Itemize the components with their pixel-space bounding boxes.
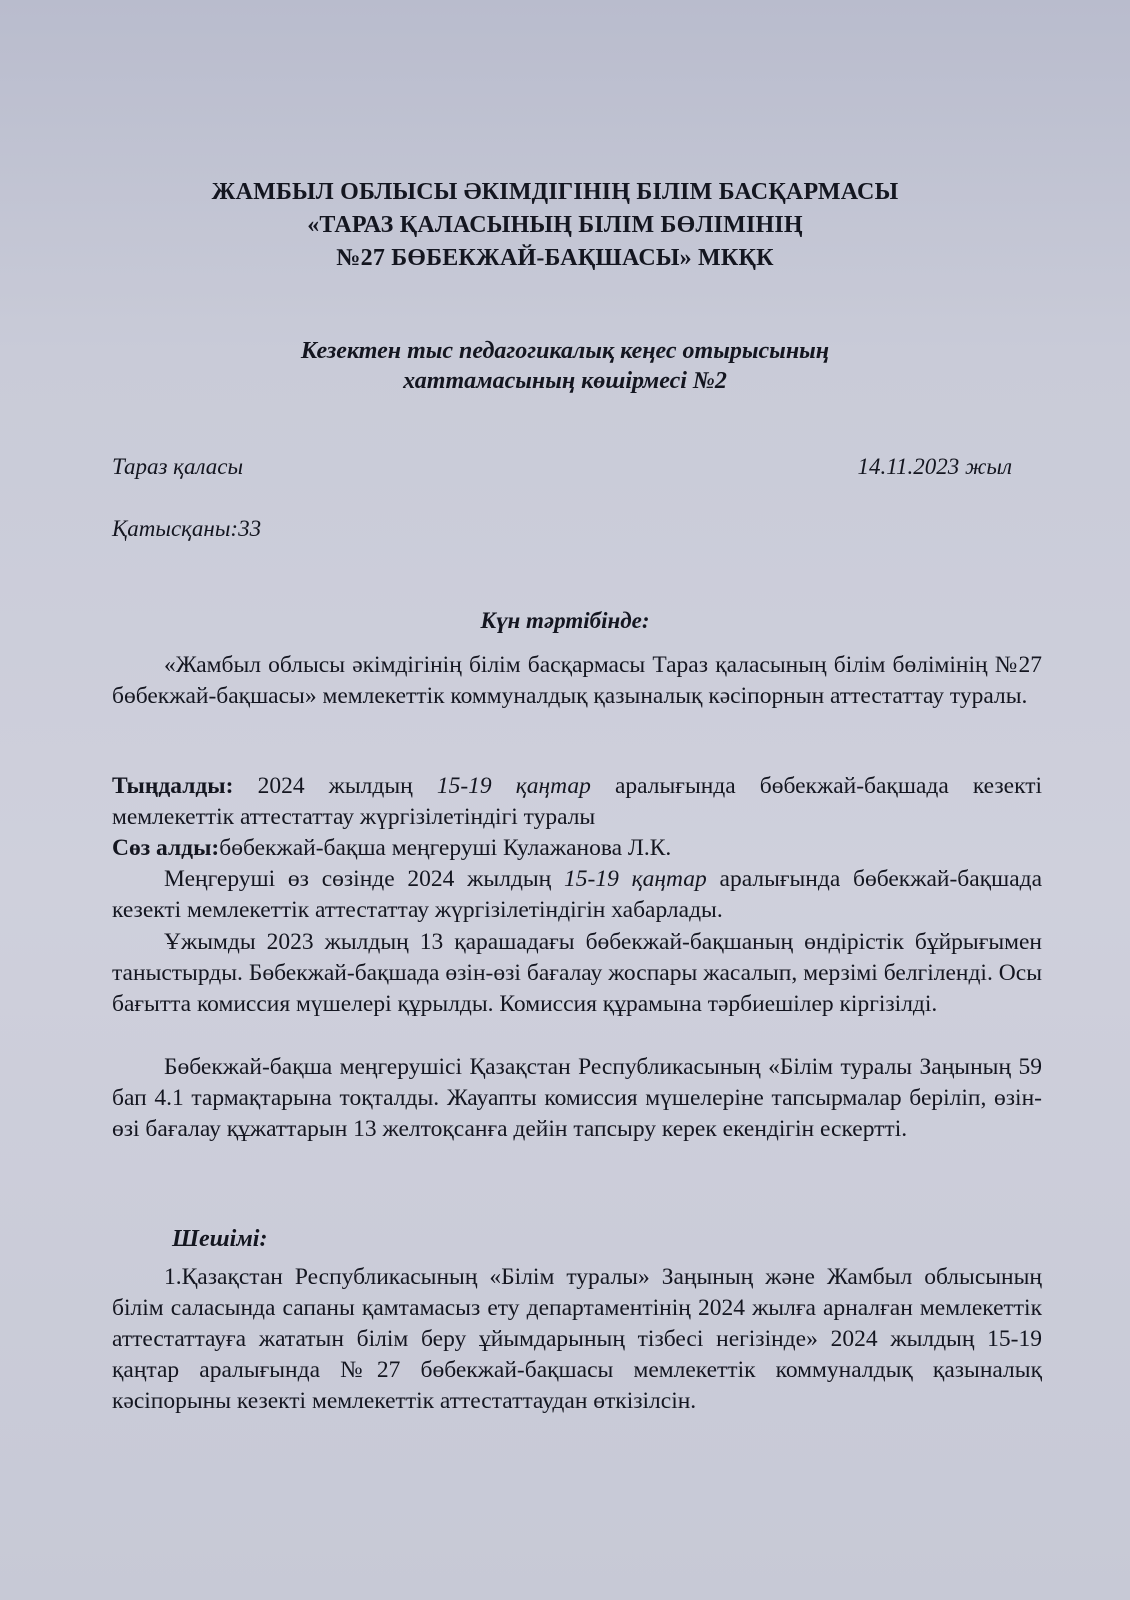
agenda-text: «Жамбыл облысы әкімдігінің білім басқармасы Тараз қаласының білім бөлімінің №27 бөбекжай-бақшасы» мемлекеттік коммуналдық қазыналық кәсіпорнын аттестаттау туралы. <box>112 652 1042 709</box>
agenda-title: Күн тәртібінде: <box>480 608 650 633</box>
p1-after: аралығында бөбекжай-бақшада кезекті мемлекеттік аттестаттау жүргізілетіндігін хабарлады. <box>112 866 1043 923</box>
heard-text-before: 2024 жылдың <box>233 773 437 799</box>
body-paragraph-1 <box>112 864 1042 926</box>
p1-dates: 15-19 қаңтар <box>564 866 707 892</box>
speech-text: бөбекжай-бақша меңгеруші Кулажанова Л.К. <box>219 835 672 861</box>
city: Тараз қаласы <box>112 454 244 479</box>
speech-label: Сөз алды: <box>112 835 220 861</box>
document-subtitle <box>150 336 980 396</box>
decision-title: Шешімі: <box>172 1226 268 1252</box>
subtitle-line-1: Кезектен тыс педагогикалық кеңес отырысының <box>300 338 830 364</box>
body-paragraph-2: Ұжымды 2023 жылдың 13 қарашадағы бөбекжай-бақшаның өндірістік бұйрығымен таныстырды. Бөбекжай-бақшада өзін-өзі бағалау жоспары жасалып, мерзімі белгіленді. Осы бағытта комиссия мүшелері құрылды. Комиссия құрамына тәрбиешілер кіргізілді. <box>112 929 1042 1017</box>
heard-label: Тыңдалды: <box>112 773 234 799</box>
p1-before: Меңгеруші өз сөзінде 2024 жылдың <box>164 866 565 892</box>
subtitle-line-2: хаттамасының көшірмесі №2 <box>403 368 727 394</box>
meta-row <box>112 454 1012 480</box>
heard-dates: 15-19 қаңтар <box>436 773 591 799</box>
heard-paragraph <box>112 771 1042 833</box>
attendance: Қатысқаны:33 <box>112 516 262 541</box>
header-line-3: №27 БӨБЕКЖАЙ-БАҚШАСЫ» МКҚК <box>336 245 774 271</box>
decision-item-1: 1.Қазақстан Республикасының «Білім туралы» Заңының және Жамбыл облысының білім саласында сапаны қамтамасыз ету департаментінің 2024 жылға арналған мемлекеттік аттестаттауға жататын білім беру ұйымдарының тізбесі негізінде» 2024 жылдың 15-19 қаңтар аралығында №27 бөбекжай-бақшасы мемлекеттік коммуналдық қазыналық кәсіпорыны кезекті мемлекеттік аттестаттаудан өткізілсін. <box>112 1264 1042 1414</box>
body-paragraph-3: Бөбекжай-бақша меңгерушісі Қазақстан Республикасының «Білім туралы Заңының 59 бап 4.1 тармақтарына тоқталды. Жауапты комиссия мүшелеріне тапсырмалар беріліп, өзін-өзі бағалау құжаттарын 13 желтоқсанға дейін тапсыру керек екендігін ескертті. <box>112 1054 1042 1142</box>
header-line-1: ЖАМБЫЛ ОБЛЫСЫ ӘКІМДІГІНІҢ БІЛІМ БАСҚАРМАСЫ <box>211 179 899 205</box>
document-date: 14.11.2023 жыл <box>857 454 1012 479</box>
heard-text-after: аралығында бөбекжай-бақшада кезекті мемлекеттік аттестаттау жүргізілетіндігі туралы <box>112 773 1043 830</box>
header-line-2: «ТАРАЗ ҚАЛАСЫНЫҢ БІЛІМ БӨЛІМІНІҢ <box>307 212 803 238</box>
speech-paragraph <box>112 833 1042 864</box>
document-header <box>140 176 970 275</box>
